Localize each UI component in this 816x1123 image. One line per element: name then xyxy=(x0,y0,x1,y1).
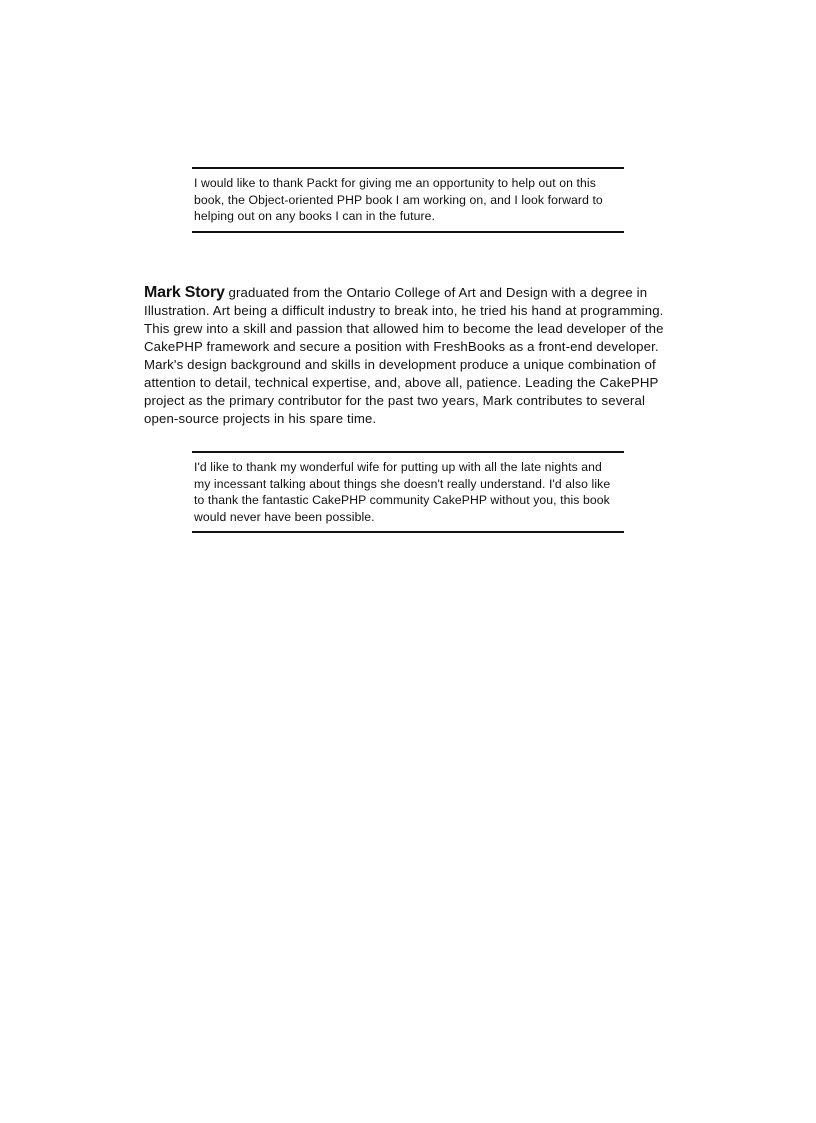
bio-line: This grew into a skill and passion that allowed him to become the lead developer of the xyxy=(144,321,664,336)
acknowledgement-line: I'd like to thank my wonderful wife for putting up with all the late nights and xyxy=(194,460,602,474)
acknowledgement-box-packt xyxy=(192,167,624,233)
bio-line: CakePHP framework and secure a position with FreshBooks as a front-end developer. xyxy=(144,339,659,354)
acknowledgement-line: I would like to thank Packt for giving me an opportunity to help out on this xyxy=(194,176,596,190)
bio-first-line-text: graduated from the Ontario College of Art and Design with a degree in xyxy=(224,285,648,300)
acknowledgement-line: helping out on any books I can in the future. xyxy=(194,209,435,223)
bio-first-line xyxy=(144,284,664,302)
acknowledgement-line: my incessant talking about things she doesn't really understand. I'd also like xyxy=(194,476,611,491)
bio-line: attention to detail, technical expertise, and, above all, patience. Leading the CakePHP xyxy=(144,375,659,390)
bio-line: project as the primary contributor for the past two years, Mark contributes to several xyxy=(144,393,646,408)
acknowledgement-line: book, the Object-oriented PHP book I am working on, and I look forward to xyxy=(194,192,603,207)
bio-line: Mark's design background and skills in development produce a unique combination of xyxy=(144,357,656,372)
bio-line: open-source projects in his spare time. xyxy=(144,411,377,426)
bio-line: Illustration. Art being a difficult industry to break into, he tried his hand at programming. xyxy=(144,303,664,318)
author-bio-mark-story xyxy=(144,284,664,428)
acknowledgement-line: to thank the fantastic CakePHP community CakePHP without you, this book xyxy=(194,493,610,507)
acknowledgement-box-wife xyxy=(192,451,624,533)
acknowledgement-line: would never have been possible. xyxy=(194,509,375,524)
author-name: Mark Story xyxy=(144,284,225,301)
